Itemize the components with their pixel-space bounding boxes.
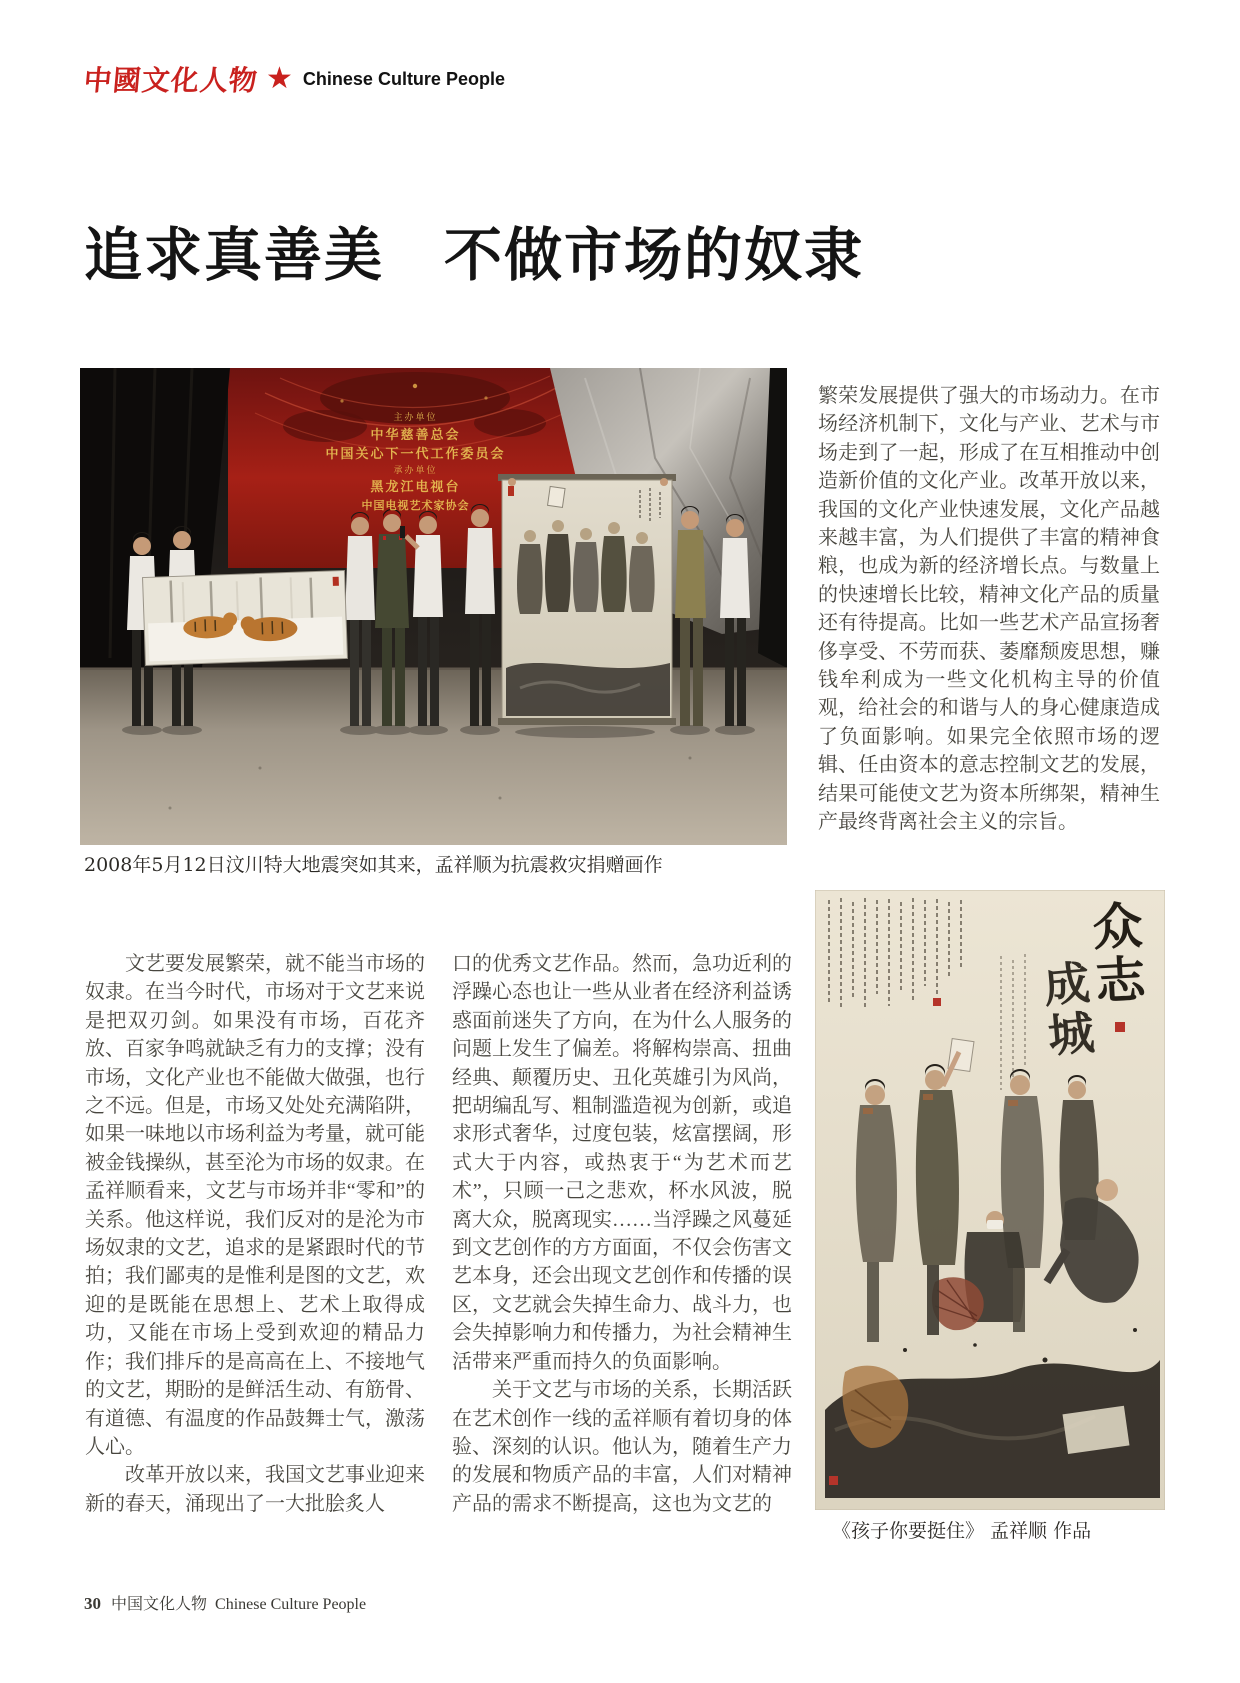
backdrop-banner-line: 主办单位 <box>393 413 438 423</box>
artwork-caption: 《孩子你要挺住》 孟祥顺 作品 <box>832 1520 1092 1542</box>
body-paragraph: 文艺要发展繁荣，就不能当市场的奴隶。在当今时代，市场对于文艺来说是把双刃剑。如果没有市场，百花齐放、百家争鸣就缺乏有力的支撑；没有市场，文化产业也不能做大做强，也行之不远。但是，市场又处处充满陷阱，如果一味地以市场利益为考量，就可能被金钱操纵，甚至沦为市场的奴隶。在孟祥顺看来，文艺与市场并非“零和”的关系。他这样说，我们反对的是沦为市场奴隶的文艺，追求的是紧跟时代的节拍；我们鄙夷的是惟利是图的文艺，欢迎的是既能在思想上、艺术上取得成功，又能在市场上受到欢迎的精品力作；我们排斥的是高高在上、不接地气的文艺，期盼的是鲜活生动、有筋骨、有道德、有温度的作品鼓舞士气，激荡人心。 <box>85 953 425 1458</box>
body-paragraph: 改革开放以来，我国文艺事业迎来新的春天，涌现出了一大批脍炙人 <box>85 1464 425 1515</box>
page-footer <box>84 1591 366 1614</box>
body-paragraph: 关于文艺与市场的关系，长期活跃在艺术创作一线的孟祥顺有着切身的体验、深刻的认识。他认为，随着生产力的发展和物质产品的丰富，人们对精神产品的需求不断提高，这也为文艺的 <box>452 1379 792 1515</box>
body-paragraph: 口的优秀文艺作品。然而，急功近利的浮躁心态也让一些从业者在经济利益诱惑面前迷失了方向，在为什么人服务的问题上发生了偏差。将解构崇高、扭曲经典、颠覆历史、丑化英雄引为风尚，把胡编乱写、粗制滥造视为创新，或追求形式奢华，过度包装，炫富摆阔，形式大于内容，或热衷于“为艺术而艺术”，只顾一己之悲欢，杯水风波，脱离大众，脱离现实……当浮躁之风蔓延到文艺创作的方方面面，不仅会伤害文艺本身，还会出现文艺创作和传播的误区，文艺就会失掉生命力、战斗力，也会失掉影响力和传播力，为社会精神生活带来严重而持久的负面影响。 <box>452 953 792 1373</box>
backdrop-banner <box>228 412 603 514</box>
magazine-logo-english: Chinese Culture People <box>302 68 505 89</box>
body-column-middle <box>452 950 792 1518</box>
intro-paragraph: 繁荣发展提供了强大的市场动力。在市场经济机制下，文化与产业、艺术与市场走到了一起，形成了在互相推动中创造新价值的文化产业。改革开放以来，我国的文化产业快速发展，文化产品越来越丰富，为人们提供了丰富的精神食粮，也成为新的经济增长点。与数量上的快速增长比较，精神文化产品的质量还有待提高。比如一些艺术产品宣扬奢侈享受、不劳而获、萎靡颓废思想，赚钱牟利成为一些文化机构主导的价值观，给社会的和谐与人的身心健康造成了负面影响。如果完全依照市场的逻辑、任由资本的意志控制文艺的发展，结果可能使文艺为资本所绑架，精神生产最终背离社会主义的宗旨。 <box>818 385 1160 834</box>
masthead <box>84 58 505 100</box>
magazine-logo-chinese: 中國文化人物 <box>82 64 260 97</box>
backdrop-banner-line: 中国电视艺术家协会 <box>361 498 470 512</box>
article-headline: 追求真善美 不做市场的奴隶 <box>84 221 865 289</box>
backdrop-banner-line: 中华慈善总会 <box>370 427 461 443</box>
footer-title-chinese: 中国文化人物 <box>111 1596 208 1613</box>
body-column-left <box>85 950 425 1518</box>
intro-column <box>818 382 1160 837</box>
backdrop-banner-line: 黑龙江电视台 <box>370 480 461 495</box>
calligraphy-text: 众志 <box>1083 898 1148 1010</box>
stage-photo <box>80 368 787 845</box>
calligraphy-text: 成城 <box>1034 957 1098 1063</box>
artwork-image <box>815 890 1165 1510</box>
page-number: 30 <box>84 1594 101 1613</box>
star-icon: ★ <box>266 62 293 95</box>
photo-caption: 2008年5月12日汶川特大地震突如其来，孟祥顺为抗震救灾捐赠画作 <box>84 854 663 876</box>
footer-title-english: Chinese Culture People <box>215 1596 367 1613</box>
backdrop-banner-line: 承办单位 <box>393 465 438 476</box>
tiger-painting <box>143 571 348 666</box>
backdrop-banner-line: 中国关心下一代工作委员会 <box>325 447 506 462</box>
